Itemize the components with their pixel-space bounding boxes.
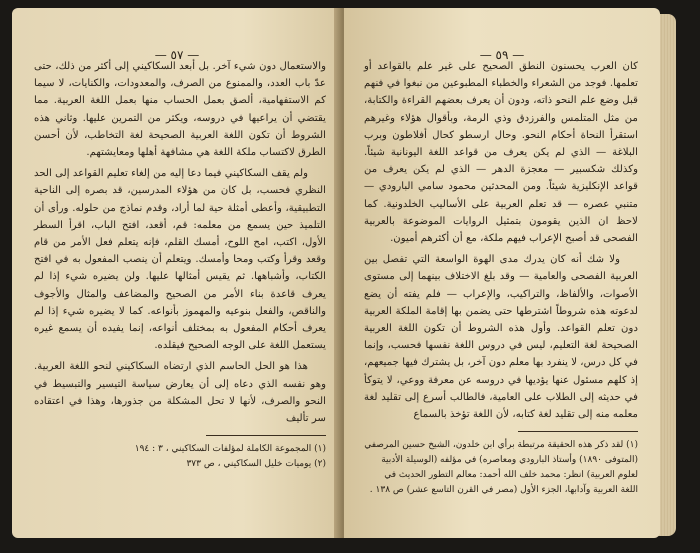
left-footnote-2: (٢) يوميات خليل السكاكيني ، ص ٣٧٣ xyxy=(186,459,326,470)
left-footnotes xyxy=(34,442,326,472)
right-paragraph-1: كان العرب يحسنون النطق الصحيح على غير علم بالقواعد أو تعلمها. فوجد من الشعراء والخطباء المطبوعين من نبغوا في فنهم قبل وضع علم النحو ذاته، ودون أن يعرف بعضهم القراءة والكتابة، من مثل المتلمس والفرزدق وذي الرمة، وبأقوال هؤلاء وغيرهم استقرأ النحاة أحكام النحو. وحال ارسطو كحال أفلاطون وبرب البلاغة — الذي لم يكن يعرف من قواعد اللغة اليونانية شيئاً. وكذلك شكسبير — معجزة الدهر — الذي لم يكن يعرف من قواعد الإنكليزية شيئاً. ومن المحدثين محمود سامي البارودي — متنبي عصره — قد تعلم العربية على الأساليب الخلدونية. كما لاحظ ان الذين يقومون بتمثيل الروايات الموضوعة بالعربية الفصحى قد أصبح الإعراب فيهم ملكة، مع أن أكثرهم أميون. xyxy=(364,61,638,245)
right-page-body xyxy=(364,58,638,423)
right-page xyxy=(344,8,660,538)
left-paragraph-2: ولم يقف السكاكيني فيما دعا إليه من إلغاء تعليم القواعد إلى الحد النظري فحسب، بل كان من هؤلاء المدرسين، قد بصره إلى الناحية التطبيقية، وأعطى أمثلة حية لما أراد، وقدم نماذج من حلوله. ورأى أن التلميذ حين يسمع من معلمه: قم، أقعد، افتح الباب، اقرأ السطر الأول، اكتب، امح اللوح، أمسك القلم، فإنه يتعلم فعل الأمر من قام وقعد وقرأ وكتب ومحا وأمسك. ويتعلم أن ينصب المفعول به في افتح الكتاب، وأشباهها. ثم يقيس أمثالها عليها. ولن يضيره شيء إذا لم يعرف قاعدة بناء الأمر من الصحيح والمضاعف والمثال والأجوف والناقص، والفعل بنوعيه والمهموز بأنواعه. كما لا يضيره شيء إذا لم يعرف أحكام المفعول به بمختلف أنواعه، إنما يفيده أن يسمع غيره يستعمل اللغة على الوجه الصحيح فيقلده. xyxy=(34,168,326,352)
right-footnotes xyxy=(364,438,638,498)
left-paragraph-3: هذا هو الحل الحاسم الذي ارتضاه السكاكيني لنحو اللغة العربية. وهو نفسه الذي دعاه إلى أن يعارض سياسة التيسير والتبسيط في النحو والصرف، لأنها لا تحل المشكلة من جذورها، وهذا في اعتقاده سر تأليف xyxy=(34,361,326,425)
left-page-number: — ٥٧ — xyxy=(154,48,200,62)
left-paragraph-1: والاستعمال دون شيء آخر. بل أبعد السكاكيني إلى أكثر من ذلك، حتى عدّ باب العدد، والممنوع من الصرف، والمعدودات، والكنايات، لا سيما كم الاستفهامية، ألصق بعمل الحساب منها بعمل اللغة العربية. مما يقتضي أن يراعيها في دروسه، ويكثر من التمرين عليها. وثاني هذه الشروط أن تكون اللغة العربية الصحيحة لغة التخاطب، لأن أحسن الطرق لاكتساب ملكة اللغة هي مشافهة أهلها ومعايشتهم. xyxy=(34,61,326,159)
right-paragraph-2: ولا شك أنه كان يدرك مدى الهوة الواسعة التي تفصل بين العربية الفصحى والعامية — وقد بلغ الاختلاف بينهما إلى مستوى الأصوات، والألفاظ، والتراكيب، والإعراب — فلم يفته أن يضع لدعوته هذه شروطاً اشترطها حتى يضمن بها إقامة الملكة العربية دون تعلم القواعد. وأول هذه الشروط أن تكون اللغة العربية الصحيحة لغة التعليم، ليس في دروس اللغة نفسها فحسب، وإنما في كل درس، لا ينفرد بها معلم دون آخر، بل يشترك فيها جميعهم، إذ كلهم مسئول عنها يؤديها في دروسه عن معرفة ووعي، لا يتوكأ في حديثه إلى الطلاب على العامية، فالطالب أسرع إلى تقليد لغة معلمه منه إلى تقليد لغة كتابه، لأن اللغة تؤخذ بالسماع xyxy=(364,254,638,421)
left-footnote-rule xyxy=(206,435,326,436)
open-book xyxy=(4,4,696,549)
right-footnote-1: (١) لقد ذكر هذه الحقيقة مرتبطة برأي ابن خلدون، الشيخ حسين المرصفي (المتوفى ١٨٩٠) وأستاذ البارودي ومعاصره) في مؤلفه (الوسيلة الأدبية لعلوم العربية) انظر: محمد خلف الله أحمد: معالم التطور الحديث في اللغة العربية وآدابها، الجزء الأول (مصر في القرن التاسع عشر) ص ١٣٨ . xyxy=(364,440,638,496)
left-footnote-1: (١) المجموعة الكاملة لمؤلفات السكاكيني ، ٣ : ١٩٤ xyxy=(134,444,326,455)
left-page-body xyxy=(34,58,326,427)
right-footnote-rule xyxy=(518,431,638,432)
left-page xyxy=(12,8,342,538)
right-page-number: — ٥٩ — xyxy=(479,48,525,62)
